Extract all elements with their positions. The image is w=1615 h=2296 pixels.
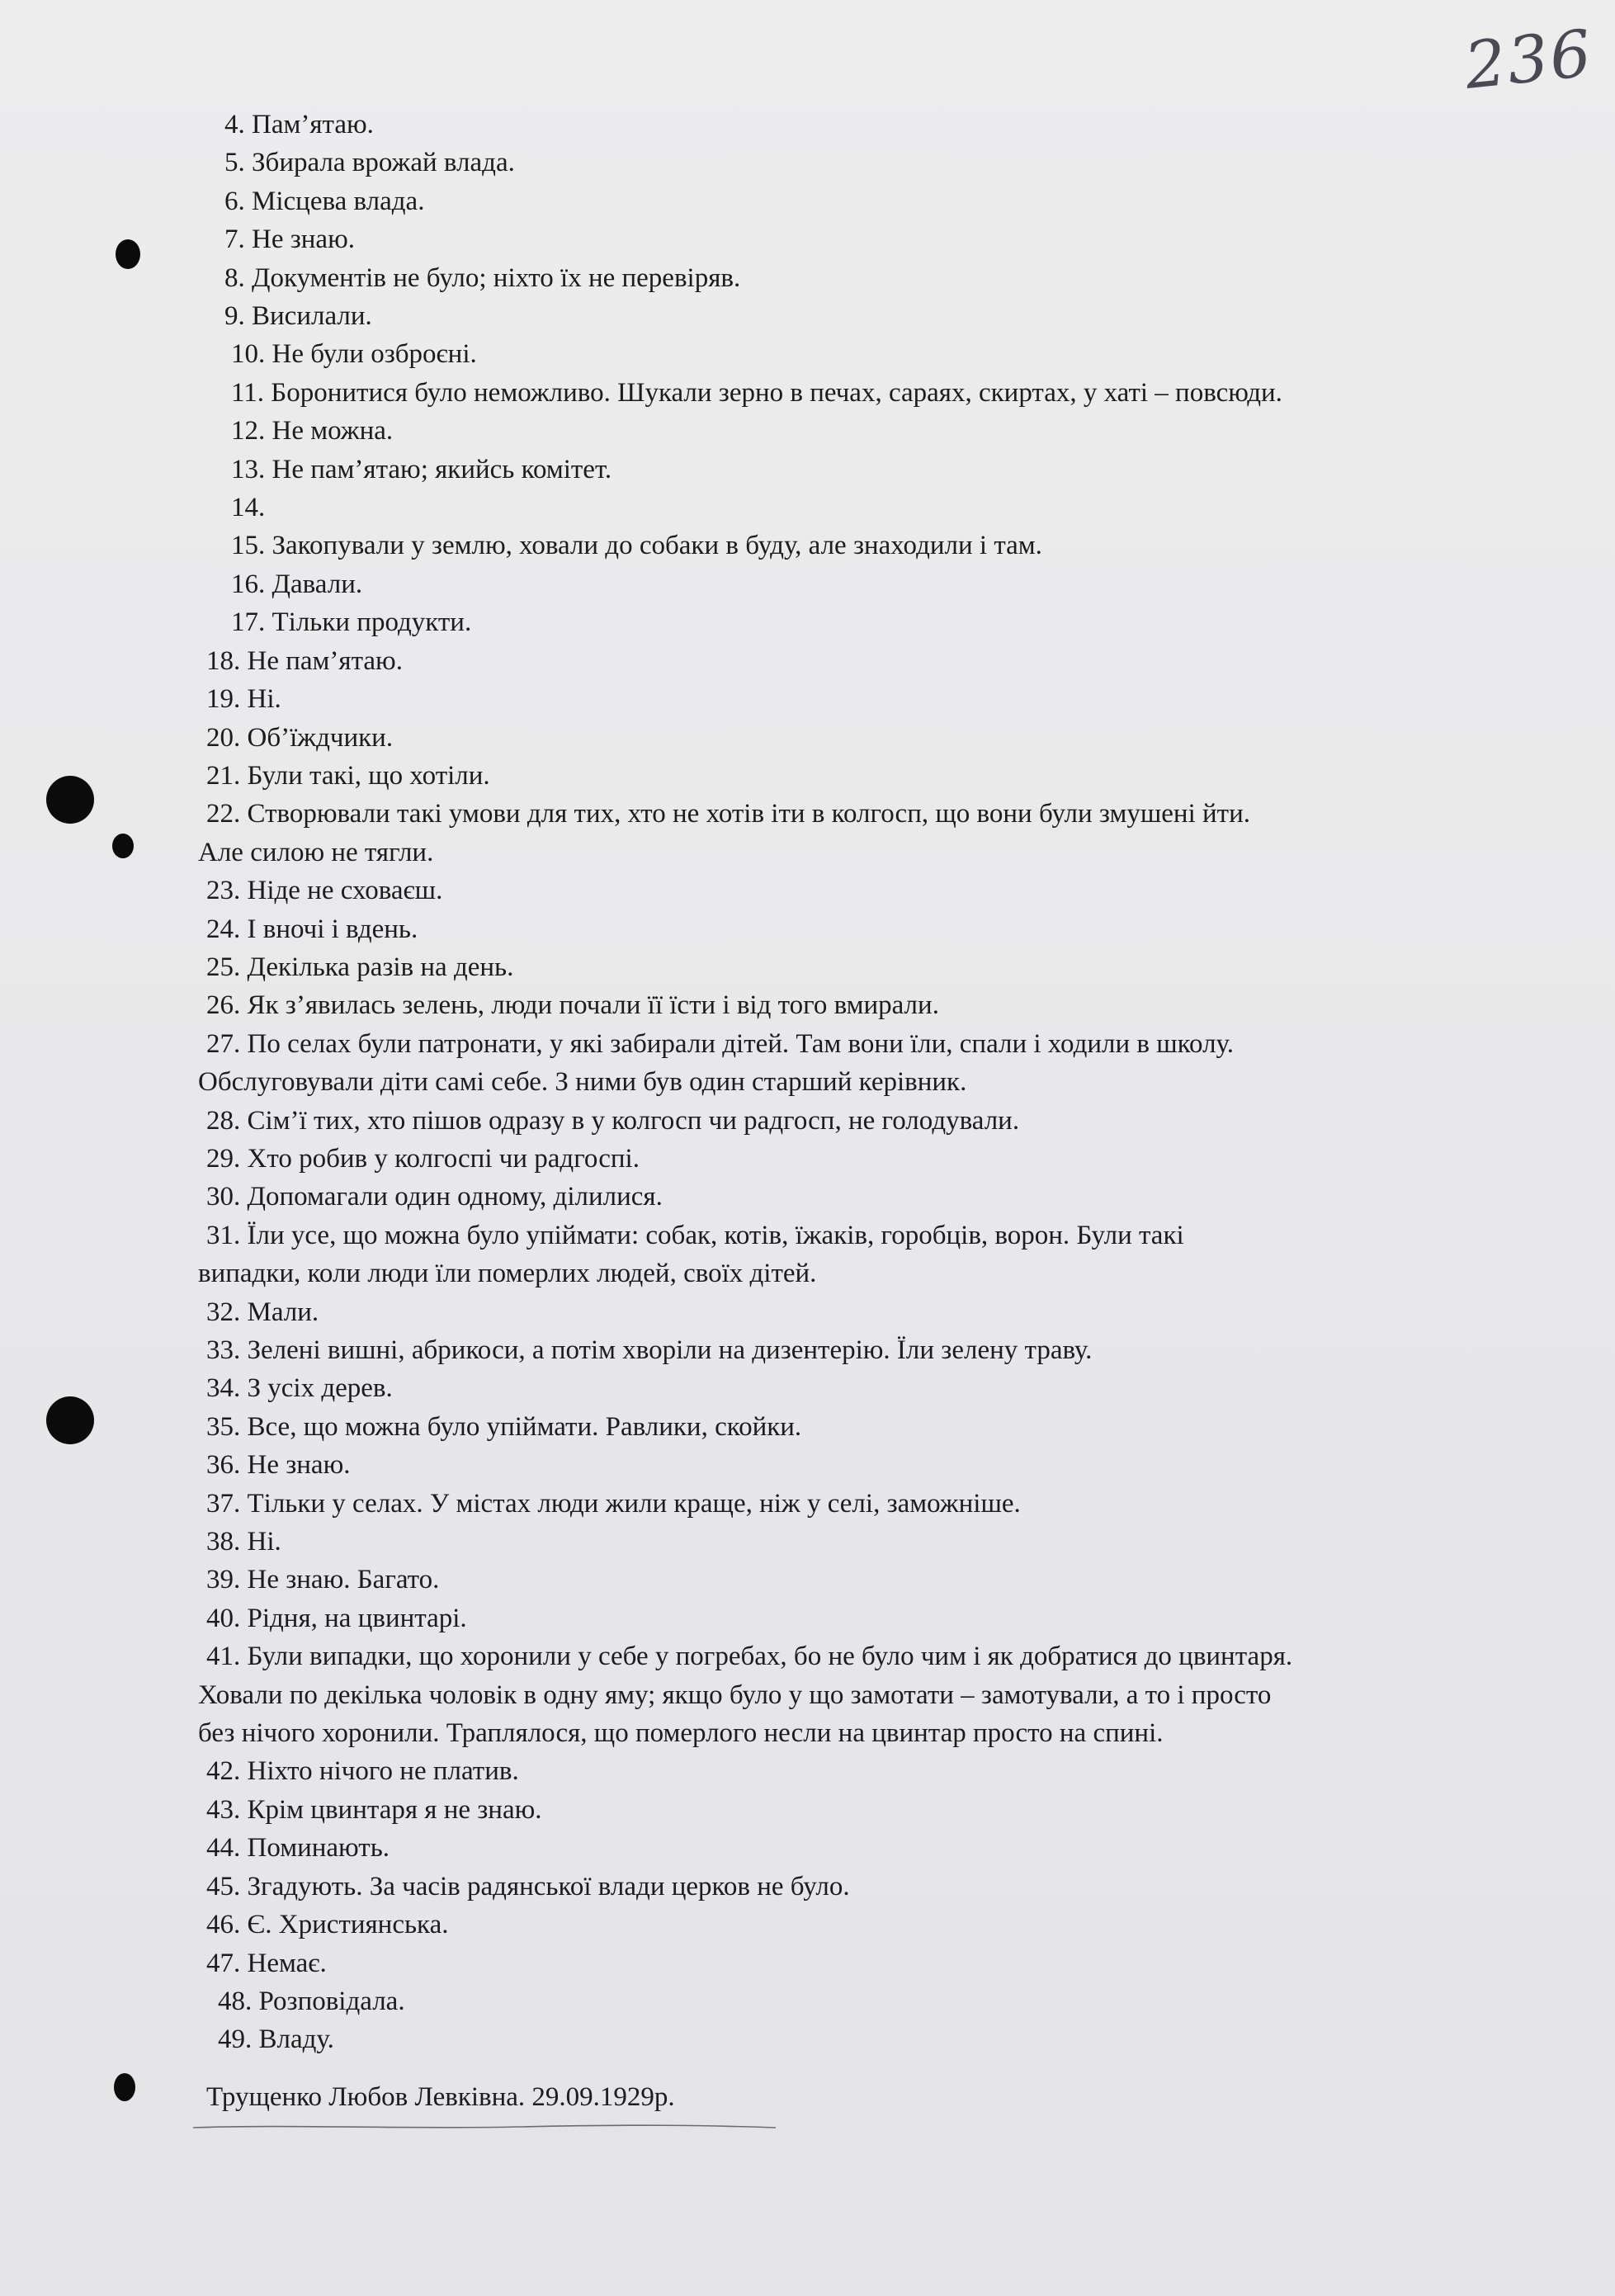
answer-number: 5. (224, 148, 245, 178)
answer-number: 45. (206, 1871, 241, 1902)
answer-item (198, 1025, 1543, 1102)
answer-number: 15. (231, 531, 266, 561)
answer-number: 40. (206, 1603, 241, 1633)
answer-number: 27. (206, 1028, 241, 1059)
handwritten-underline (191, 2123, 777, 2131)
answer-item (206, 527, 1543, 565)
answer-number: 11. (231, 377, 265, 408)
answer-item (206, 680, 1543, 718)
answer-text: Не пам’ятаю; якийсь комітет. (272, 454, 612, 484)
answer-number: 12. (231, 416, 266, 446)
answer-item (206, 1868, 1543, 1906)
answer-number: 7. (224, 224, 245, 255)
answer-text: По селах були патронати, у які забирали дітей. Там вони їли, спали і ходили в школу. (247, 1028, 1235, 1059)
answer-number: 41. (206, 1642, 241, 1672)
answer-number: 38. (206, 1527, 241, 1557)
answer-number: 36. (206, 1450, 241, 1481)
answer-number: 31. (206, 1220, 241, 1250)
answer-number: 6. (224, 186, 245, 216)
answer-number: 39. (206, 1565, 241, 1595)
answer-item (206, 374, 1543, 412)
answer-continuation: випадки, коли люди їли померлих людей, своїх дітей. (198, 1259, 817, 1289)
punch-hole-upper-large (46, 776, 94, 824)
answer-item (206, 948, 1543, 986)
answer-text: Не знаю. (252, 224, 355, 255)
answer-item (206, 910, 1543, 948)
answer-item (206, 1446, 1543, 1484)
handwritten-page-number: 236 (1461, 17, 1597, 104)
answer-text: Допомагали один одному, ділилися. (247, 1182, 663, 1212)
answer-number: 28. (206, 1105, 241, 1136)
answer-text: Їли усе, що можна було упіймати: собак, котів, їжаків, горобців, ворон. Були такі (247, 1220, 1184, 1250)
answer-text: Не пам’ятаю. (247, 645, 403, 676)
answer-item (206, 1140, 1543, 1178)
answer-number: 17. (231, 607, 266, 638)
answer-number: 43. (206, 1794, 241, 1825)
answer-text: Об’їждчики. (247, 722, 394, 753)
punch-hole-lower-large (46, 1396, 94, 1444)
answer-item (206, 297, 1543, 335)
answer-text: Закопували у землю, ховали до собаки в буду, але знаходили і там. (272, 531, 1042, 561)
answer-number: 29. (206, 1143, 241, 1174)
answer-item (206, 1752, 1543, 1790)
answer-number: 37. (206, 1488, 241, 1519)
answer-number: 34. (206, 1373, 241, 1404)
answer-item (206, 1906, 1543, 1944)
answer-item (206, 144, 1543, 182)
answer-item (206, 872, 1543, 909)
answer-item (206, 1102, 1543, 1140)
answer-number: 47. (206, 1948, 241, 1978)
answer-text: Розповідала. (258, 1986, 405, 2016)
answer-continuation: Обслуговували діти самі себе. З ними був один старший керівник. (198, 1067, 967, 1098)
answer-text: З усіх дерев. (247, 1373, 393, 1404)
answer-number: 44. (206, 1833, 241, 1864)
answer-text: Були випадки, що хоронили у себе у погребах, бо не було чим і як добратися до цвинтаря. (247, 1642, 1293, 1672)
answer-number: 14. (231, 493, 266, 523)
answer-number: 30. (206, 1182, 241, 1212)
answer-number: 4. (224, 110, 245, 139)
answer-item (206, 1523, 1543, 1561)
answer-item (206, 565, 1543, 603)
answer-item (206, 489, 1543, 527)
answer-text: Не були озброєні. (272, 339, 477, 370)
answer-text: Владу. (258, 2024, 334, 2055)
answer-item (206, 259, 1543, 297)
answer-item (206, 986, 1543, 1024)
answer-number: 13. (231, 454, 266, 484)
answer-item (206, 603, 1543, 641)
answer-text: Хто робив у колгоспі чи радгоспі. (247, 1143, 640, 1174)
answer-item (206, 1293, 1543, 1331)
answer-list (198, 106, 1543, 2059)
answer-text: Все, що можна було упіймати. Равлики, скойки. (247, 1411, 802, 1442)
answer-item (198, 1217, 1543, 1293)
answer-text: Ніхто нічого не платив. (247, 1756, 519, 1787)
answer-item (206, 757, 1543, 795)
answer-item (206, 182, 1543, 220)
answer-text: Поминають. (247, 1833, 390, 1864)
answer-item (206, 1829, 1543, 1867)
answer-item (206, 1982, 1543, 2020)
punch-hole-upper-small (112, 834, 134, 858)
answer-number: 46. (206, 1910, 241, 1940)
answer-text: Рідня, на цвинтарі. (247, 1603, 467, 1633)
punch-hole-bottom (114, 2073, 135, 2101)
answer-text: Ні. (247, 1527, 281, 1557)
answer-text: Немає. (247, 1948, 327, 1978)
answer-continuation: Ховали по декілька чоловік в одну яму; якщо було у що замотати – замотували, а то і просто без нічого хоронили. Траплялося, що померлого несли на цвинтар просто на спині. (198, 1679, 1272, 1749)
answer-item (206, 719, 1543, 757)
answer-item (206, 642, 1543, 680)
answer-number: 35. (206, 1411, 241, 1442)
answer-text: Ні. (247, 684, 281, 715)
answer-item (206, 1791, 1543, 1829)
answer-number: 22. (206, 799, 241, 829)
punch-hole-top (116, 239, 140, 269)
answer-text: Ніде не сховаєш. (247, 876, 443, 906)
answer-item (206, 1369, 1543, 1407)
answer-number: 48. (218, 1986, 253, 2016)
answer-number: 24. (206, 914, 241, 944)
answer-number: 20. (206, 722, 241, 753)
answer-item (206, 1331, 1543, 1369)
answer-item (206, 106, 1543, 144)
answer-item (206, 1485, 1543, 1523)
answer-text: Декілька разів на день. (247, 952, 514, 982)
answer-text: Зелені вишні, абрикоси, а потім хворіли на дизентерію. Їли зелену траву. (247, 1335, 1093, 1365)
answer-item (206, 451, 1543, 489)
answer-item (206, 220, 1543, 258)
answer-text: Створювали такі умови для тих, хто не хотів іти в колгосп, що вони були змушені йти. (247, 799, 1250, 829)
respondent-signature-line: Трущенко Любов Левківна. 29.09.1929р. (206, 2082, 675, 2112)
answer-item (206, 1408, 1543, 1446)
answer-item (198, 1637, 1543, 1752)
answer-text: Були такі, що хотіли. (247, 760, 490, 791)
answer-item (206, 2020, 1543, 2058)
answer-text: Збирала врожай влада. (252, 148, 515, 178)
answer-number: 25. (206, 952, 241, 982)
answer-text: Мали. (247, 1297, 319, 1327)
answer-number: 33. (206, 1335, 241, 1365)
answer-number: 42. (206, 1756, 241, 1787)
answer-number: 23. (206, 876, 241, 906)
answer-number: 16. (231, 569, 266, 599)
answer-number: 9. (224, 301, 245, 332)
answer-text: Пам’ятаю. (252, 110, 374, 139)
answer-text: І вночі і вдень. (247, 914, 418, 944)
answer-number: 18. (206, 645, 241, 676)
answer-text: Тільки продукти. (272, 607, 472, 638)
answer-text: Боронитися було неможливо. Шукали зерно в печах, сараях, скиртах, у хаті – повсюди. (271, 377, 1282, 408)
answer-number: 10. (231, 339, 266, 370)
answer-text: Тільки у селах. У містах люди жили краще, ніж у селі, заможніше. (247, 1488, 1021, 1519)
answer-text: Місцева влада. (252, 186, 425, 216)
answer-text: Крім цвинтаря я не знаю. (247, 1794, 542, 1825)
answer-number: 8. (224, 262, 245, 293)
answer-text: Давали. (272, 569, 363, 599)
answer-text: Не можна. (272, 416, 394, 446)
answer-continuation: Але силою не тягли. (198, 837, 434, 867)
answer-number: 26. (206, 990, 241, 1021)
answer-text: Є. Християнська. (247, 1910, 449, 1940)
answer-number: 19. (206, 684, 241, 715)
answer-text: Сім’ї тих, хто пішов одразу в у колгосп чи радгосп, не голодували. (247, 1105, 1020, 1136)
answer-number: 49. (218, 2024, 253, 2055)
answer-text: Документів не було; ніхто їх не перевіряв. (252, 262, 741, 293)
answer-item (206, 1561, 1543, 1599)
answer-item (206, 335, 1543, 373)
answer-text: Як з’явилась зелень, люди почали її їсти і від того вмирали. (247, 990, 939, 1021)
answer-item (206, 1599, 1543, 1637)
answer-number: 32. (206, 1297, 241, 1327)
answer-text: Не знаю. (247, 1450, 351, 1481)
answer-item (198, 795, 1543, 872)
answer-item (206, 1944, 1543, 1982)
answer-item (206, 412, 1543, 450)
answer-text: Згадують. За часів радянської влади церков не було. (247, 1871, 850, 1902)
answer-item (206, 1178, 1543, 1216)
answer-text: Висилали. (252, 301, 372, 332)
answer-text: Не знаю. Багато. (247, 1565, 440, 1595)
answer-number: 21. (206, 760, 241, 791)
